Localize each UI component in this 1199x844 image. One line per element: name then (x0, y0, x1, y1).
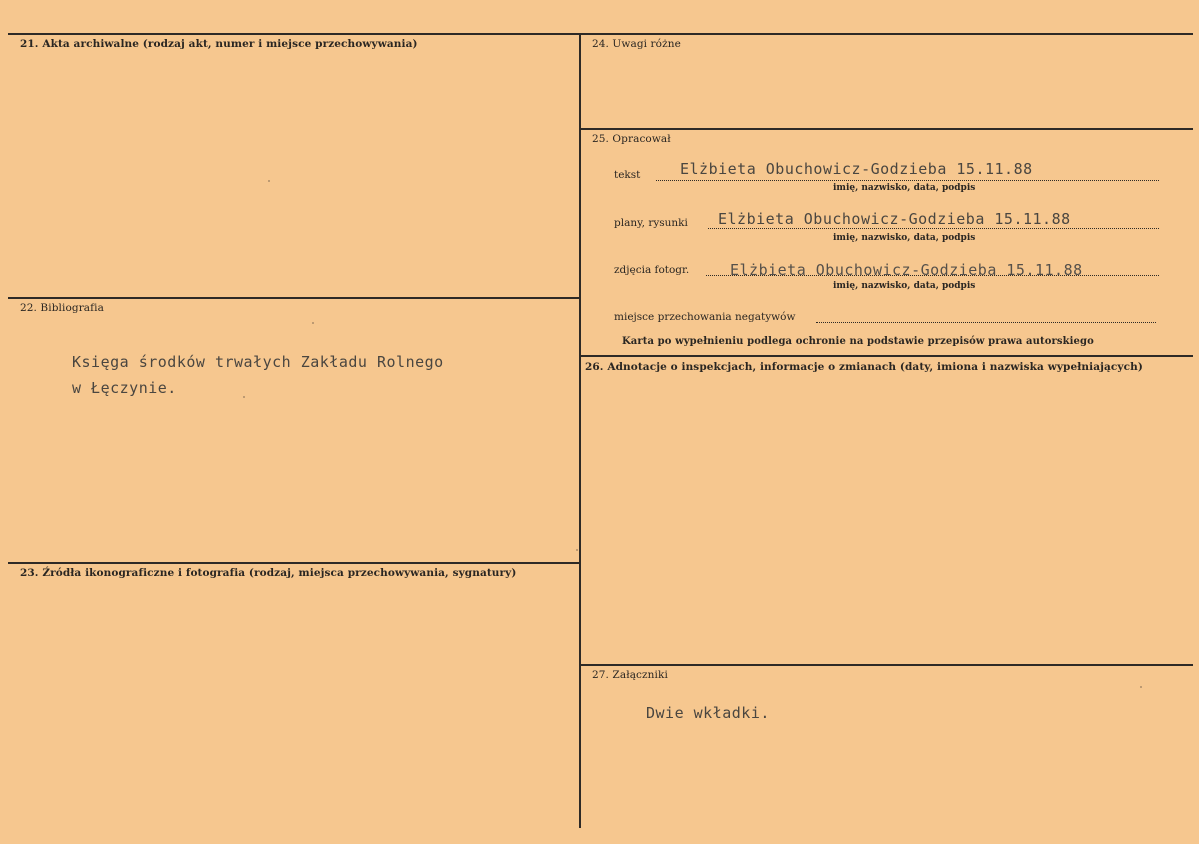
paper-speck (576, 549, 578, 551)
text-caption: imię, nazwisko, data, podpis (833, 183, 976, 193)
negatives-dotline (816, 322, 1156, 323)
section-24-heading: 24. Uwagi różne (592, 38, 681, 50)
plans-caption: imię, nazwisko, data, podpis (833, 233, 976, 243)
section-27-heading: 27. Załączniki (592, 669, 668, 681)
section-23-heading: 23. Źródła ikonograficzne i fotografia (rodzaj, miejsca przechowywania, sygnatury) (20, 567, 517, 579)
text-value: Elżbieta Obuchowicz-Godzieba 15.11.88 (680, 160, 1033, 178)
plans-dotline (708, 228, 1159, 229)
section-26-heading: 26. Adnotacje o inspekcjach, informacje o zmianach (daty, imiona i nazwiska wypełniających) (585, 361, 1143, 373)
section-21-heading: 21. Akta archiwalne (rodzaj akt, numer i miejsce przechowywania) (20, 38, 418, 50)
text-label: tekst (614, 169, 641, 181)
plans-value: Elżbieta Obuchowicz-Godzieba 15.11.88 (718, 210, 1071, 228)
divider-24-25 (581, 128, 1193, 130)
paper-speck (243, 396, 245, 398)
center-divider (579, 33, 581, 828)
photos-caption: imię, nazwisko, data, podpis (833, 281, 976, 291)
text-dotline (656, 180, 1159, 181)
photos-value: Elżbieta Obuchowicz-Godzieba 15.11.88 (730, 261, 1083, 279)
bibliography-line-2: w Łęczynie. (72, 379, 177, 397)
divider-26-27 (581, 664, 1193, 666)
divider-25-26 (581, 355, 1193, 357)
divider-21-22 (8, 297, 580, 299)
section-25-heading: 25. Opracował (592, 133, 671, 145)
top-rule (8, 33, 1193, 35)
photos-label: zdjęcia fotogr. (614, 264, 690, 276)
copyright-notice: Karta po wypełnieniu podlega ochronie na podstawie przepisów prawa autorskiego (622, 336, 1094, 347)
section-22-heading: 22. Bibliografia (20, 302, 104, 314)
paper-speck (1140, 686, 1142, 688)
negatives-label: miejsce przechowania negatywów (614, 311, 796, 323)
paper-speck (268, 180, 270, 182)
attachments-text: Dwie wkładki. (646, 704, 770, 722)
bibliography-line-1: Księga środków trwałych Zakładu Rolnego (72, 353, 444, 371)
paper-speck (312, 322, 314, 324)
plans-label: plany, rysunki (614, 217, 688, 229)
divider-22-23 (8, 562, 580, 564)
